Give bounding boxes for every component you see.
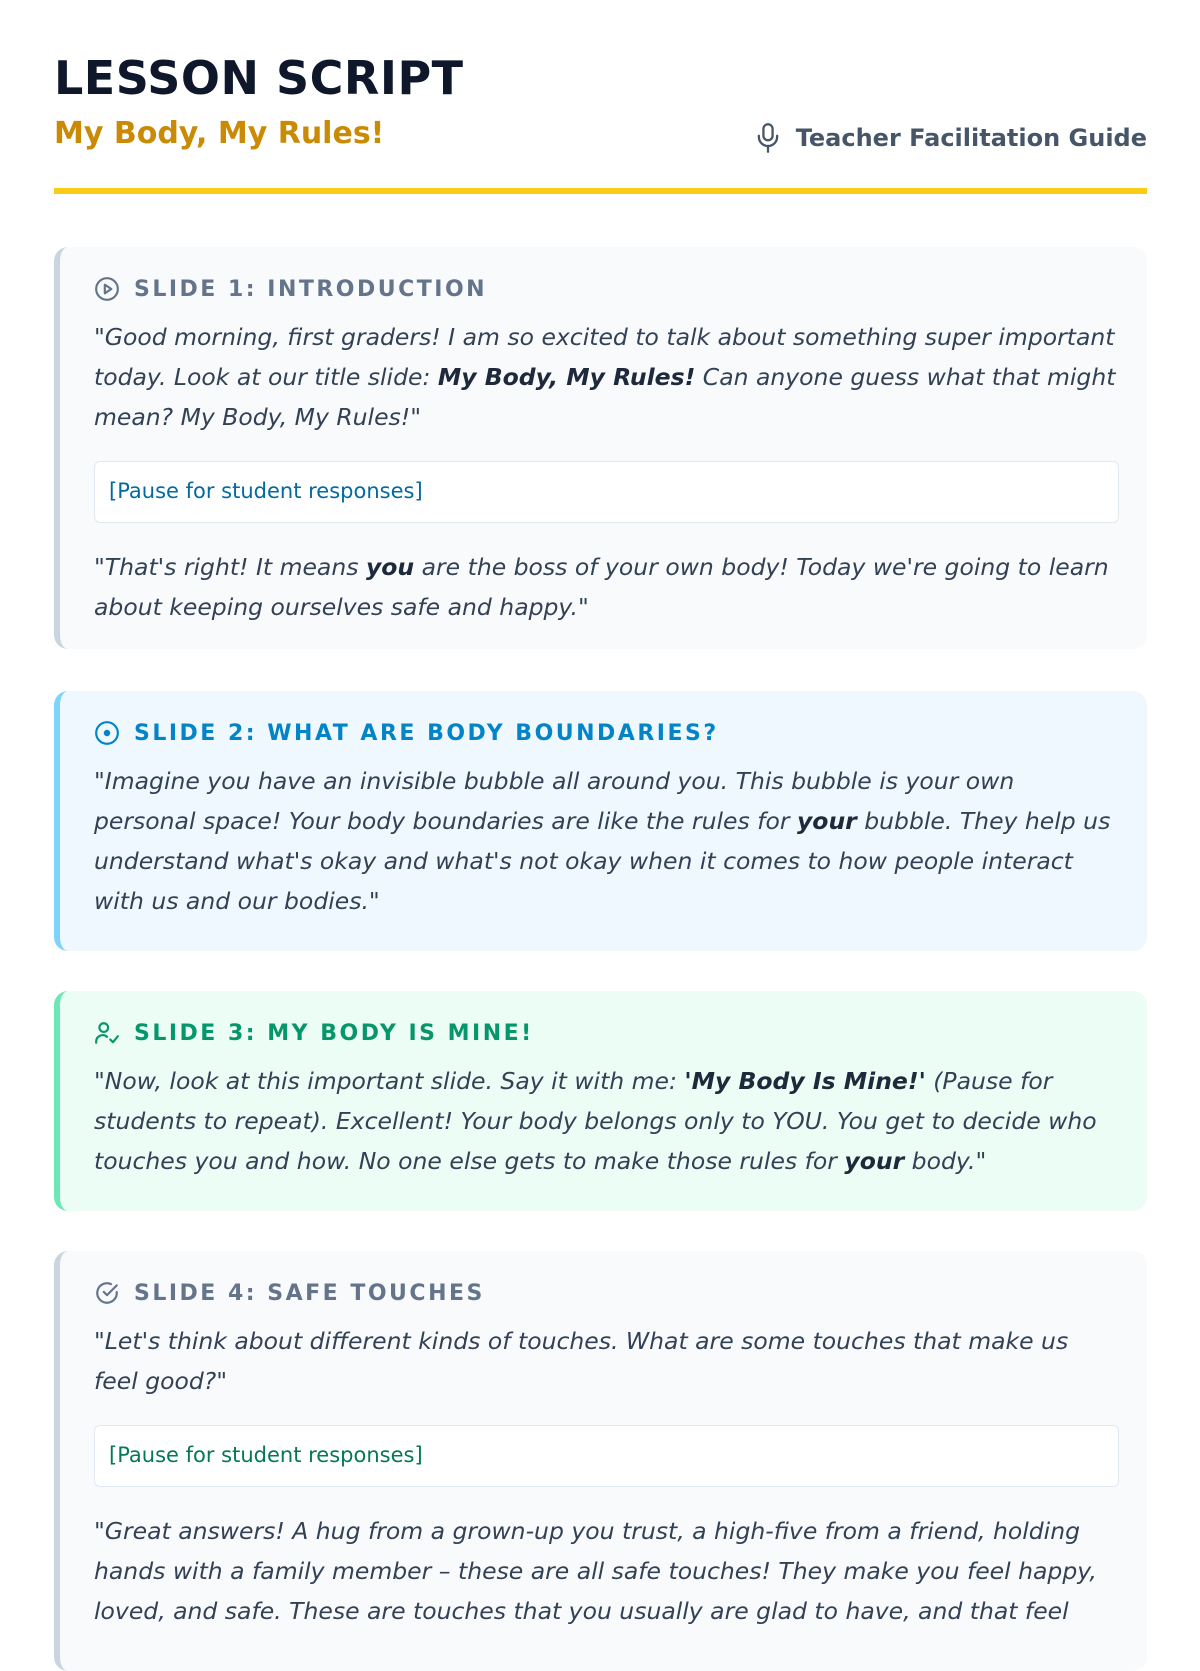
teacher-guide-label	[754, 122, 1147, 154]
slide-4-card	[54, 1251, 1147, 1671]
page-subtitle: My Body, My Rules!	[54, 116, 385, 151]
slide-3-quote-1	[94, 1061, 1119, 1181]
slide-2-heading	[94, 717, 1119, 749]
slide-1-quote-2-bold: you	[365, 553, 415, 581]
slide-3-quote-1-a: "Now, look at this important slide. Say it with me:	[94, 1067, 685, 1095]
slide-2-quote-1-bold: your	[796, 807, 857, 835]
check-circle-icon	[94, 1280, 120, 1306]
slide-3-quote-1-bold: 'My Body Is Mine!'	[684, 1067, 926, 1095]
slide-1-quote-1	[94, 317, 1119, 437]
slide-1-heading-text: SLIDE 1: INTRODUCTION	[134, 276, 488, 302]
guide-text: Teacher Facilitation Guide	[795, 124, 1147, 152]
slide-2-quote-1-c: bubble. They help us understand what's okay and what's not okay when it comes to how people interact with us and our bodies."	[94, 807, 1111, 915]
page-header	[54, 0, 1147, 194]
slide-3-quote-1-e: body."	[904, 1147, 987, 1175]
user-check-icon	[94, 1020, 120, 1046]
slide-2-quote-1-a: "Imagine you have an invisible bubble all around you. This bubble is your own personal space! Your body boundaries are like the rules for	[94, 767, 1015, 835]
slide-2-heading-text: SLIDE 2: WHAT ARE BODY BOUNDARIES?	[134, 720, 719, 746]
slide-3-heading	[94, 1017, 1119, 1049]
slide-4-heading-text: SLIDE 4: SAFE TOUCHES	[134, 1280, 485, 1306]
slide-1-pause-note: [Pause for student responses]	[94, 461, 1119, 523]
slide-1-quote-2-a: "That's right! It means	[94, 553, 366, 581]
lesson-script-page	[54, 0, 1147, 1625]
slide-3-heading-text: SLIDE 3: MY BODY IS MINE!	[134, 1020, 534, 1046]
slide-1-quote-1-c: Can anyone guess what that might mean? My Body, My Rules!"	[94, 363, 1116, 431]
slide-4-quote-1: "Let's think about different kinds of touches. What are some touches that make us feel good?"	[94, 1327, 1069, 1395]
slide-3-quote-1-bold-2: your	[844, 1147, 905, 1175]
slide-4-quote-2: "Great answers! A hug from a grown-up you trust, a high-five from a friend, holding hands with a family member – these are all safe touches! They make you feel happy, loved, and safe. These are touches that you usually are glad to have, and that feel	[94, 1517, 1097, 1625]
play-circle-icon	[94, 276, 120, 302]
slide-1-quote-2-c: are the boss of your own body! Today we're going to learn about keeping ourselves safe and happy."	[94, 553, 1109, 621]
slide-3-quote-1-c: (Pause for students to repeat). Excellent! Your body belongs only to YOU. You get to decide who touches you and how. No one else gets to make those rules for	[94, 1067, 1097, 1175]
slide-1-card	[54, 247, 1147, 649]
slide-3-card	[54, 991, 1147, 1211]
slide-4-heading	[94, 1277, 1119, 1309]
slide-4-pause-note: [Pause for student responses]	[94, 1425, 1119, 1487]
microphone-icon	[754, 122, 782, 154]
slide-1-quote-1-bold: My Body, My Rules!	[437, 363, 696, 391]
slide-2-card	[54, 691, 1147, 951]
slide-1-quote-2	[94, 547, 1119, 627]
slide-2-quote-1	[94, 761, 1119, 921]
target-circle-icon	[94, 720, 120, 746]
page-title: LESSON SCRIPT	[54, 51, 464, 105]
slide-1-quote-1-a: "Good morning, first graders! I am so excited to talk about something super important today. Look at our title slide:	[94, 323, 1115, 391]
slide-1-heading	[94, 273, 1119, 305]
